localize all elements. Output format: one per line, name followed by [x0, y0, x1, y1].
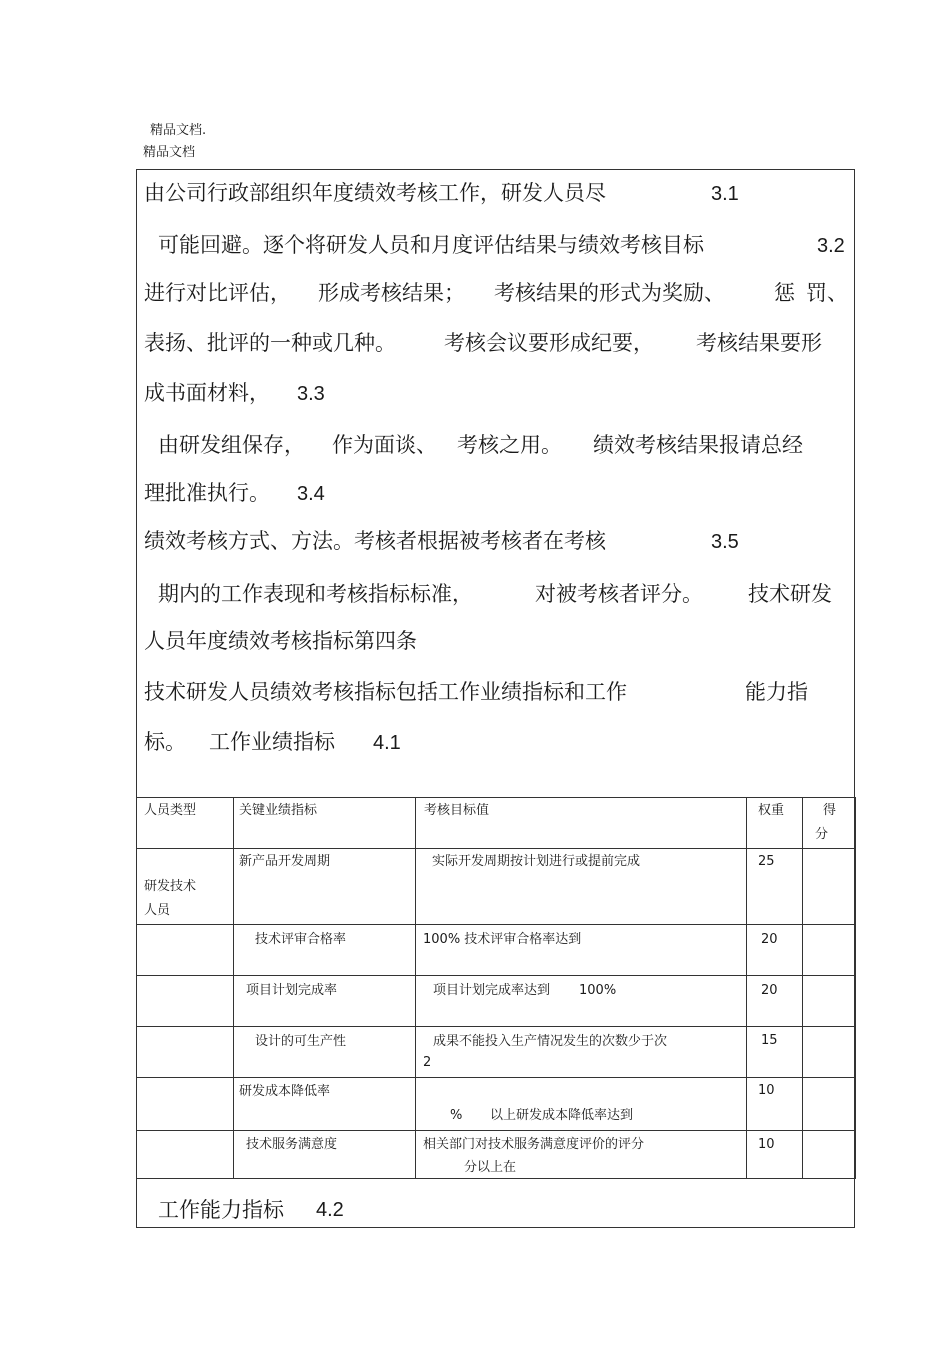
- body-line-3b: 形成考核结果；: [318, 281, 465, 305]
- cell-text: 10: [758, 1083, 775, 1098]
- header-cell-target: [416, 798, 747, 849]
- table-row: [137, 849, 856, 925]
- table-row: [137, 1078, 856, 1131]
- header-cell-type: [137, 798, 234, 849]
- body-line-11a: 技术研发人员绩效考核指标包括工作业绩指标和工作: [144, 680, 627, 704]
- cell-kpi: [234, 925, 416, 976]
- table-header-row: [137, 798, 856, 849]
- table-row: [137, 1131, 856, 1179]
- body-line-3a: 进行对比评估，: [144, 281, 291, 305]
- cell-kpi: [234, 849, 416, 925]
- cell-kpi: [234, 976, 416, 1027]
- body-line-6d: 绩效考核结果报请总经: [593, 433, 803, 457]
- section-number-3-1: 3.1: [711, 183, 739, 205]
- cell-text: %: [450, 1108, 463, 1123]
- body-line-12a: 标。: [144, 730, 186, 754]
- body-line-9b: 对被考核者评分。: [535, 582, 703, 606]
- header-cell-score: [803, 798, 856, 849]
- cell-weight: [747, 925, 803, 976]
- header-label: 关键业绩指标: [239, 803, 318, 818]
- section-number-3-4: 3.4: [297, 483, 325, 505]
- section-number-4-2: 4.2: [316, 1199, 344, 1221]
- cell-text: 成果不能投入生产情况发生的次数少于次: [433, 1034, 668, 1049]
- cell-text: 以上研发成本降低率达到: [490, 1108, 634, 1123]
- header-label: 权重: [758, 803, 785, 818]
- body-line-6c: 考核之用。: [457, 433, 562, 457]
- cell-kpi: [234, 1078, 416, 1131]
- cell-weight: [747, 1027, 803, 1078]
- cell-text: 技术评审合格率: [255, 932, 347, 947]
- cell-text: 研发成本降低率: [239, 1084, 331, 1099]
- cell-target: [416, 925, 747, 976]
- body-line-2: 可能回避。逐个将研发人员和月度评估结果与绩效考核目标: [158, 233, 704, 257]
- header-label: 考核目标值: [424, 803, 490, 818]
- cell-text: 项目计划完成率达到: [433, 983, 551, 998]
- cell-text: 20: [761, 983, 778, 998]
- cell-weight: [747, 1131, 803, 1179]
- body-line-11b: 能力指: [745, 680, 808, 704]
- cell-text: 分以上在: [464, 1160, 517, 1175]
- cell-type: [137, 1027, 234, 1078]
- body-line-4b: 考核会议要形成纪要，: [444, 331, 654, 355]
- cell-text: 20: [761, 932, 778, 947]
- section-number-3-2: 3.2: [817, 235, 845, 257]
- cell-weight: [747, 976, 803, 1027]
- body-line-1: 由公司行政部组织年度绩效考核工作，研发人员尽: [144, 181, 606, 205]
- cell-type: [137, 925, 234, 976]
- cell-target: [416, 1131, 747, 1179]
- cell-target: [416, 1078, 747, 1131]
- body-line-12b: 工作业绩指标: [209, 730, 335, 754]
- body-line-3e: 罚、: [806, 281, 848, 305]
- section-number-3-3: 3.3: [297, 383, 325, 405]
- cell-score: [803, 1027, 856, 1078]
- cell-score: [803, 849, 856, 925]
- cell-text: 新产品开发周期: [239, 854, 331, 869]
- body-line-7: 理批准执行。: [144, 481, 270, 505]
- cell-text: 100%: [579, 983, 617, 998]
- cell-type: [137, 976, 234, 1027]
- cell-text: 人员: [144, 903, 171, 918]
- body-line-4a: 表扬、批评的一种或几种。: [144, 331, 396, 355]
- body-line-10: 人员年度绩效考核指标第四条: [144, 629, 417, 653]
- cell-kpi: [234, 1027, 416, 1078]
- body-line-9c: 技术研发: [748, 582, 832, 606]
- section-heading-4-2: [158, 1197, 344, 1223]
- cell-text: 相关部门对技术服务满意度评价的评分: [423, 1137, 645, 1152]
- body-line-3d: 惩: [774, 281, 795, 305]
- cell-text: 设计的可生产性: [255, 1034, 347, 1049]
- cell-text: 项目计划完成率: [246, 983, 338, 998]
- cell-type: [137, 849, 234, 925]
- cell-text: 25: [758, 854, 775, 869]
- cell-text: 实际开发周期按计划进行或提前完成: [432, 854, 641, 869]
- header-label: 得: [823, 803, 837, 818]
- section-number-4-1: 4.1: [373, 732, 401, 754]
- cell-target: [416, 849, 747, 925]
- body-line-3c: 考核结果的形式为奖励、: [494, 281, 725, 305]
- cell-text: 技术服务满意度: [246, 1137, 338, 1152]
- cell-target: [416, 976, 747, 1027]
- section-number-3-5: 3.5: [711, 531, 739, 553]
- body-line-4c: 考核结果要形: [696, 331, 822, 355]
- header-cell-kpi: [234, 798, 416, 849]
- table-row: [137, 1027, 856, 1078]
- cell-kpi: [234, 1131, 416, 1179]
- body-line-5: 成书面材料，: [144, 381, 270, 405]
- cell-text: 15: [761, 1033, 778, 1048]
- kpi-table: [136, 797, 856, 1179]
- cell-text: 研发技术: [144, 879, 197, 894]
- page-header-line2: 精品文档: [143, 145, 196, 160]
- cell-score: [803, 1078, 856, 1131]
- table-row: [137, 976, 856, 1027]
- header-label: 人员类型: [144, 803, 197, 818]
- body-line-6a: 由研发组保存，: [158, 433, 305, 457]
- cell-score: [803, 925, 856, 976]
- cell-type: [137, 1131, 234, 1179]
- cell-text: 10: [758, 1137, 775, 1152]
- body-line-6b: 作为面谈、: [332, 433, 437, 457]
- header-cell-weight: [747, 798, 803, 849]
- cell-score: [803, 976, 856, 1027]
- cell-text: 100% 技术评审合格率达到: [423, 932, 582, 947]
- cell-score: [803, 1131, 856, 1179]
- section-heading-label: 工作能力指标: [158, 1198, 284, 1222]
- body-line-9a: 期内的工作表现和考核指标标准，: [158, 582, 473, 606]
- header-label: 分: [815, 827, 829, 842]
- cell-target: [416, 1027, 747, 1078]
- cell-text: 2: [423, 1055, 432, 1070]
- cell-weight: [747, 849, 803, 925]
- cell-weight: [747, 1078, 803, 1131]
- page-header-line1: 精品文档.: [150, 123, 207, 138]
- body-line-8: 绩效考核方式、方法。考核者根据被考核者在考核: [144, 529, 606, 553]
- table-row: [137, 925, 856, 976]
- cell-type: [137, 1078, 234, 1131]
